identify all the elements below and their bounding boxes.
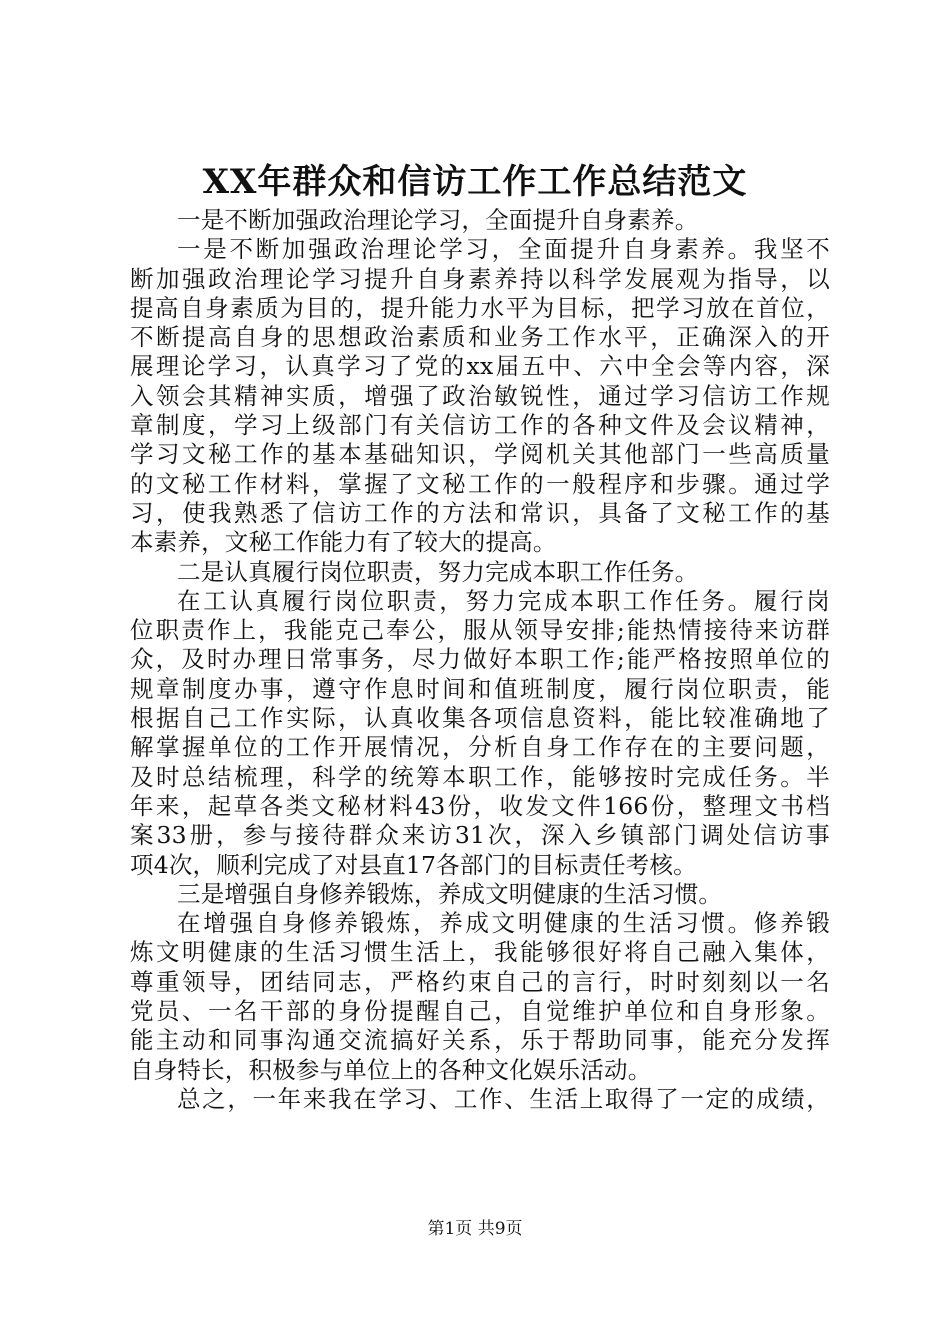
text-line: 位职责作上，我能克己奉公，服从领导安排;能热情接待来访群 xyxy=(130,616,830,645)
text-line: 断加强政治理论学习提升自身素养持以科学发展观为指导，以 xyxy=(130,264,830,293)
text-line: 学习文秘工作的基本基础知识，学阅机关其他部门一些高质量 xyxy=(130,440,830,469)
text-line: 入领会其精神实质，增强了政治敏锐性，通过学习信访工作规 xyxy=(130,381,830,410)
text-line: 一是不断加强政治理论学习，全面提升自身素养。我坚不 xyxy=(177,235,830,264)
page-footer: 第1页 共9页 xyxy=(427,1219,523,1239)
text-line: 在工认真履行岗位职责，努力完成本职工作任务。履行岗 xyxy=(177,586,830,615)
text-line: 总之，一年来我在学习、工作、生活上取得了一定的成绩， xyxy=(177,1084,830,1113)
text-line: 年来，起草各类文秘材料43份，收发文件166份，整理文书档 xyxy=(130,791,830,820)
text-line: 本素养，文秘工作能力有了较大的提高。 xyxy=(130,528,557,557)
document-body xyxy=(130,206,830,1114)
text-line: 项4次，顺利完成了对县直17各部门的目标责任考核。 xyxy=(130,850,697,879)
text-line: 炼文明健康的生活习惯生活上，我能够很好将自己融入集体， xyxy=(130,938,830,967)
text-line: 展理论学习，认真学习了党的xx届五中、六中全会等内容，深 xyxy=(130,352,830,381)
text-line: 自身特长，积极参与单位上的各种文化娱乐活动。 xyxy=(130,1055,652,1084)
text-line: 根据自己工作实际，认真收集各项信息资料，能比较准确地了 xyxy=(130,704,830,733)
text-line: 党员、一名干部的身份提醒自己，自觉维护单位和自身形象。 xyxy=(130,997,830,1026)
text-line: 解掌握单位的工作开展情况，分析自身工作存在的主要问题， xyxy=(130,733,830,762)
text-line: 在增强自身修养锻炼，养成文明健康的生活习惯。修养锻 xyxy=(177,909,830,938)
text-line: 不断提高自身的思想政治素质和业务工作水平，正确深入的开 xyxy=(130,323,830,352)
text-line: 提高自身素质为目的，提升能力水平为目标，把学习放在首位， xyxy=(130,293,830,322)
text-line: 及时总结梳理，科学的统筹本职工作，能够按时完成任务。半 xyxy=(130,762,830,791)
text-line: 尊重领导，团结同志，严格约束自己的言行，时时刻刻以一名 xyxy=(130,967,830,996)
document-title: XX年群众和信访工作工作总结范文 xyxy=(202,162,748,202)
text-line: 的文秘工作材料，掌握了文秘工作的一般程序和步骤。通过学 xyxy=(130,469,830,498)
text-line: 三是增强自身修养锻炼，养成文明健康的生活习惯。 xyxy=(177,879,723,908)
text-line: 二是认真履行岗位职责，努力完成本职工作任务。 xyxy=(177,557,699,586)
text-line: 众，及时办理日常事务，尽力做好本职工作;能严格按照单位的 xyxy=(130,645,830,674)
text-line: 习，使我熟悉了信访工作的方法和常识，具备了文秘工作的基 xyxy=(130,498,830,527)
text-line: 能主动和同事沟通交流搞好关系，乐于帮助同事，能充分发挥 xyxy=(130,1026,830,1055)
text-line: 章制度，学习上级部门有关信访工作的各种文件及会议精神， xyxy=(130,411,830,440)
text-line: 一是不断加强政治理论学习，全面提升自身素养。 xyxy=(177,206,699,234)
text-line: 案33册，参与接待群众来访31次，深入乡镇部门调处信访事 xyxy=(130,821,830,850)
text-line: 规章制度办事，遵守作息时间和值班制度，履行岗位职责，能 xyxy=(130,674,830,703)
